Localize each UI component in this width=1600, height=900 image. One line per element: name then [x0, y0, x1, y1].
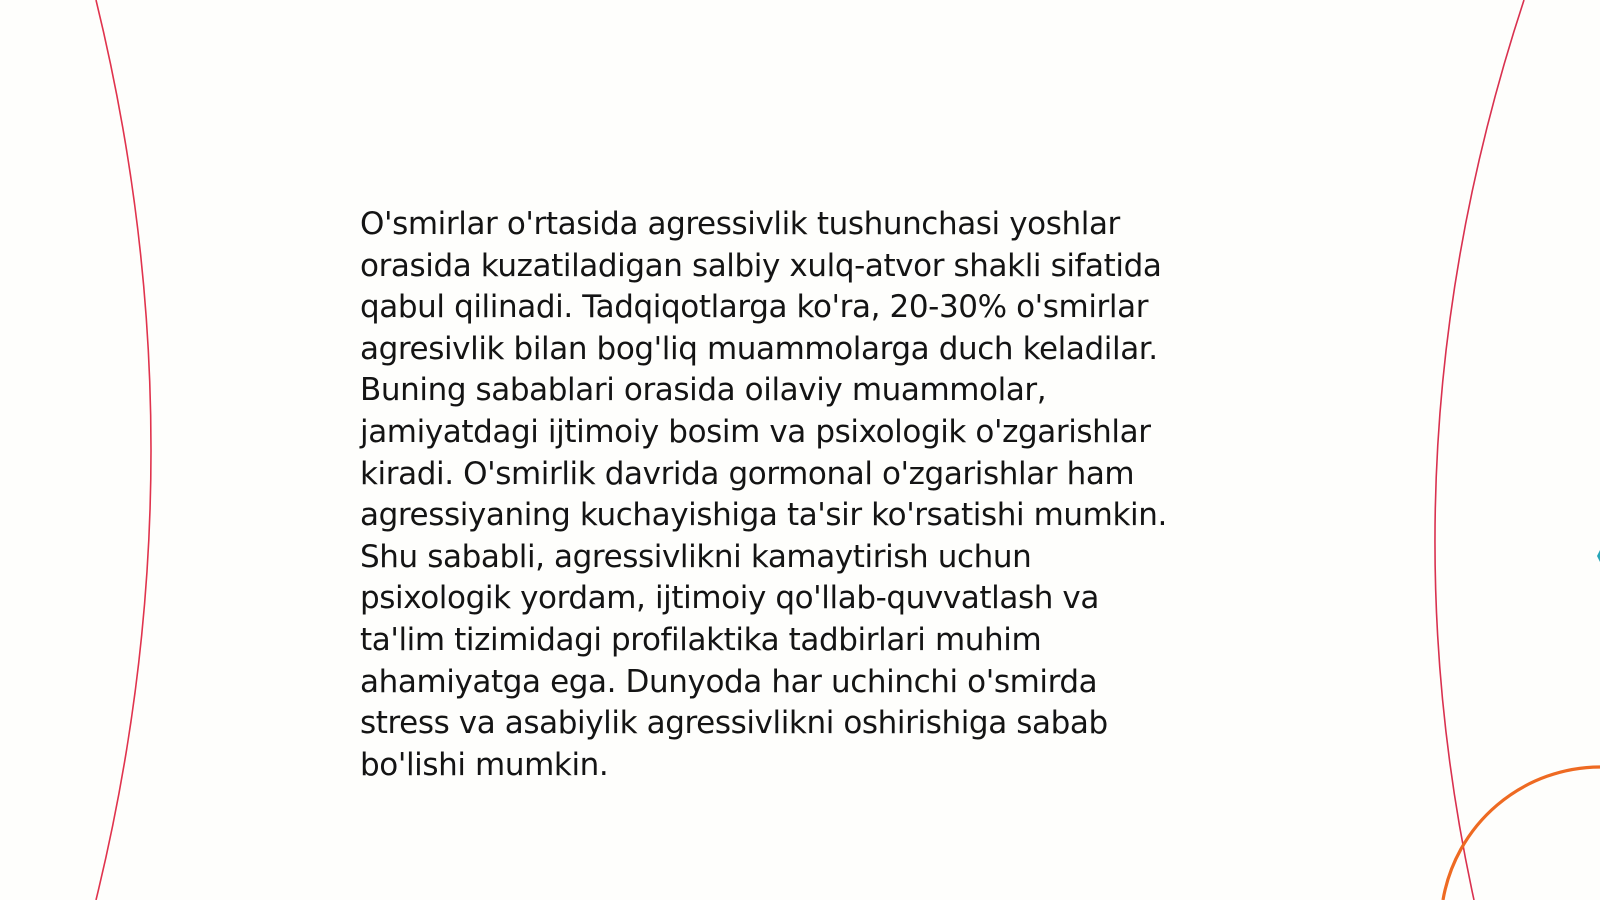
paragraph-line: agressiyaning kuchayishiga ta'sir ko'rsatishi mumkin.	[360, 497, 1167, 534]
paragraph-line: orasida kuzatiladigan salbiy xulq-atvor shakli sifatida	[360, 247, 1162, 284]
paragraph-line: jamiyatdagi ijtimoiy bosim va psixologik o'zgarishlar	[360, 413, 1151, 450]
left-arc-line	[96, 0, 151, 900]
paragraph-line: kiradi. O'smirlik davrida gormonal o'zgarishlar ham	[360, 455, 1135, 492]
paragraph-line: stress va asabiylik agressivlikni oshirishiga sabab	[360, 705, 1108, 742]
orange-circle-arc	[1443, 767, 1600, 900]
body-paragraph	[360, 204, 1240, 786]
paragraph-line: psixologik yordam, ijtimoiy qo'llab-quvvatlash va	[360, 580, 1099, 617]
paragraph-line: bo'lishi mumkin.	[360, 746, 609, 783]
paragraph-line: agresivlik bilan bog'liq muammolarga duch keladilar.	[360, 330, 1158, 367]
paragraph-line: O'smirlar o'rtasida agressivlik tushunchasi yoshlar	[360, 206, 1120, 242]
paragraph-line: ahamiyatga ega. Dunyoda har uchinchi o'smirda	[360, 663, 1098, 700]
paragraph-line: Shu sababli, agressivlikni kamaytirish uchun	[360, 538, 1032, 575]
paragraph-line: Buning sabablari orasida oilaviy muammolar,	[360, 372, 1047, 409]
right-arc-line	[1435, 0, 1524, 900]
paragraph-line: qabul qilinadi. Tadqiqotlarga ko'ra, 20-30% o'smirlar	[360, 289, 1149, 326]
paragraph-line: ta'lim tizimidagi profilaktika tadbirlari muhim	[360, 621, 1042, 658]
